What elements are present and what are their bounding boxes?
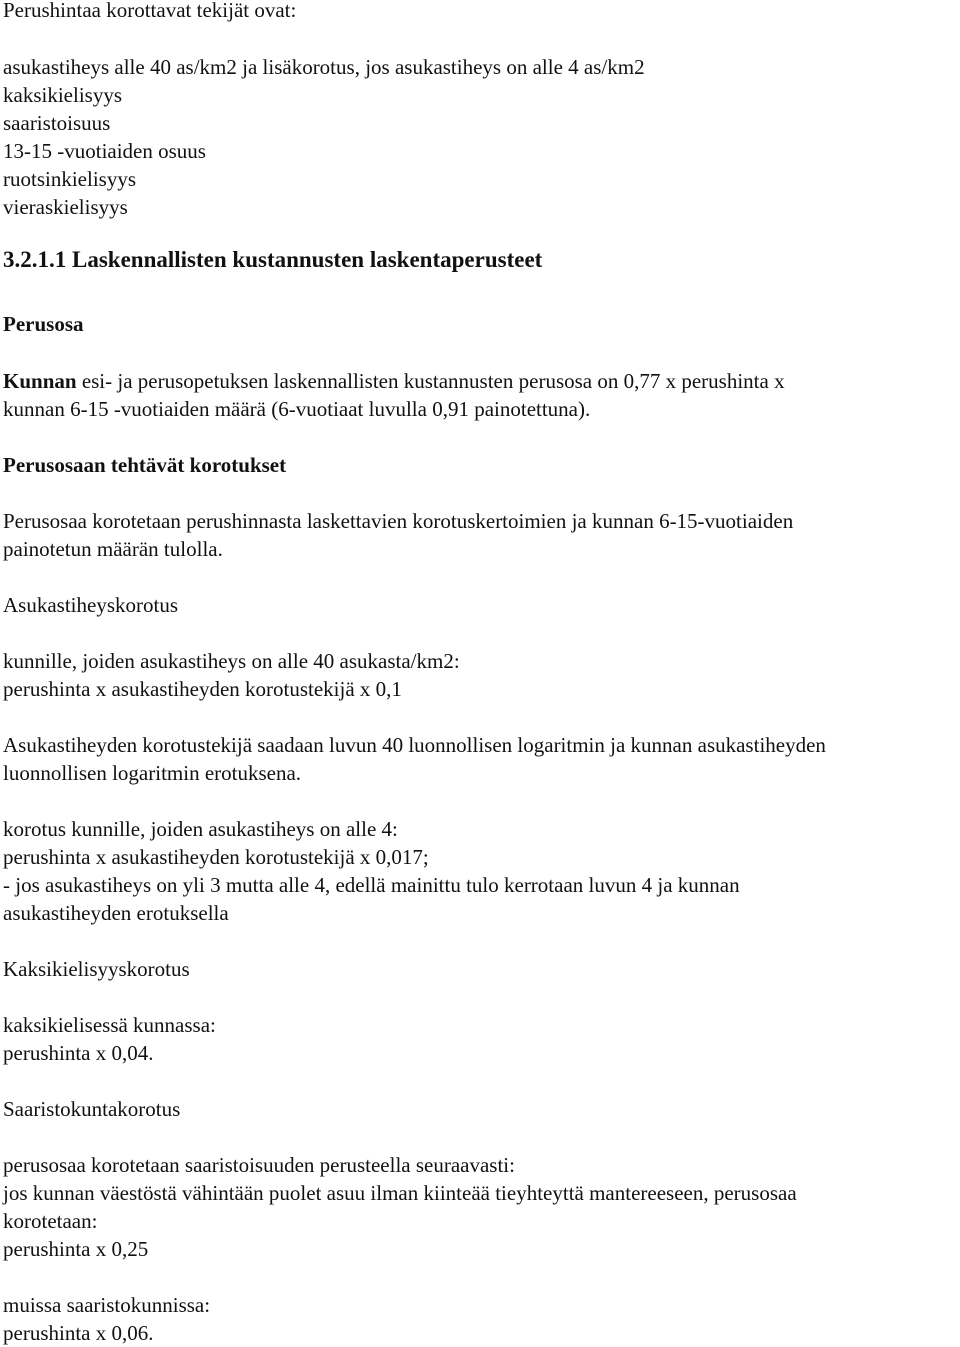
factor-item: kaksikielisyys: [3, 83, 122, 107]
saaristo-intro: perusosaa korotetaan saaristoisuuden perusteella seuraavasti:: [3, 1153, 515, 1177]
section-number: 3.2.1.1: [3, 247, 67, 272]
kaksikielisyys-condition: kaksikielisessä kunnassa:: [3, 1013, 216, 1037]
korotukset-text-line2: painotetun määrän tulolla.: [3, 537, 223, 561]
asukastiheys-condition-1: kunnille, joiden asukastiheys on alle 40 asukasta/km2:: [3, 649, 460, 673]
saaristo-formula-2: perushinta x 0,06.: [3, 1321, 154, 1345]
asukastiheys-explanation-line2: luonnollisen logaritmin erotuksena.: [3, 761, 302, 785]
perusosa-lead-word: Kunnan: [3, 369, 77, 393]
asukastiheys-note-line2: asukastiheyden erotuksella: [3, 901, 229, 925]
kaksikielisyys-formula: perushinta x 0,04.: [3, 1041, 154, 1065]
section-title: Laskennallisten kustannusten laskentaperusteet: [72, 247, 543, 272]
saaristo-condition-2: muissa saaristokunnissa:: [3, 1293, 211, 1317]
asukastiheys-explanation-line1: Asukastiheyden korotustekijä saadaan luvun 40 luonnollisen logaritmin ja kunnan asukastiheyden: [3, 733, 826, 757]
asukastiheys-formula-1: perushinta x asukastiheyden korotustekijä x 0,1: [3, 677, 402, 701]
perusosa-heading: Perusosa: [3, 312, 84, 336]
asukastiheys-condition-2: korotus kunnille, joiden asukastiheys on alle 4:: [3, 817, 398, 841]
intro-heading: Perushintaa korottavat tekijät ovat:: [3, 0, 297, 22]
saaristo-heading: Saaristokuntakorotus: [3, 1097, 181, 1121]
saaristo-condition-1-line1: jos kunnan väestöstä vähintään puolet asuu ilman kiinteää tieyhteyttä mantereeseen, perusosaa: [3, 1181, 797, 1205]
kaksikielisyys-heading: Kaksikielisyyskorotus: [3, 957, 190, 981]
korotukset-text-line1: Perusosaa korotetaan perushinnasta laskettavien korotuskertoimien ja kunnan 6-15-vuotiaiden: [3, 509, 794, 533]
factor-item: saaristoisuus: [3, 111, 111, 135]
saaristo-formula-1: perushinta x 0,25: [3, 1237, 149, 1261]
factor-item: asukastiheys alle 40 as/km2 ja lisäkorotus, jos asukastiheys on alle 4 as/km2: [3, 55, 645, 79]
asukastiheys-formula-2: perushinta x asukastiheyden korotustekijä x 0,017;: [3, 845, 429, 869]
perusosa-text-rest: esi- ja perusopetuksen laskennallisten kustannusten perusosa on 0,77 x perushinta x: [76, 369, 785, 393]
asukastiheys-heading: Asukastiheyskorotus: [3, 593, 178, 617]
saaristo-condition-1-line2: korotetaan:: [3, 1209, 98, 1233]
perusosa-text: [3, 367, 785, 395]
perusosa-text-line2: kunnan 6-15 -vuotiaiden määrä (6-vuotiaat luvulla 0,91 painotettuna).: [3, 397, 591, 421]
factor-item: vieraskielisyys: [3, 195, 128, 219]
korotukset-heading: Perusosaan tehtävät korotukset: [3, 453, 287, 477]
asukastiheys-note-line1: - jos asukastiheys on yli 3 mutta alle 4, edellä mainittu tulo kerrotaan luvun 4 ja kunnan: [3, 873, 740, 897]
section-heading: [3, 246, 542, 274]
factor-item: ruotsinkielisyys: [3, 167, 137, 191]
factor-item: 13-15 -vuotiaiden osuus: [3, 139, 206, 163]
